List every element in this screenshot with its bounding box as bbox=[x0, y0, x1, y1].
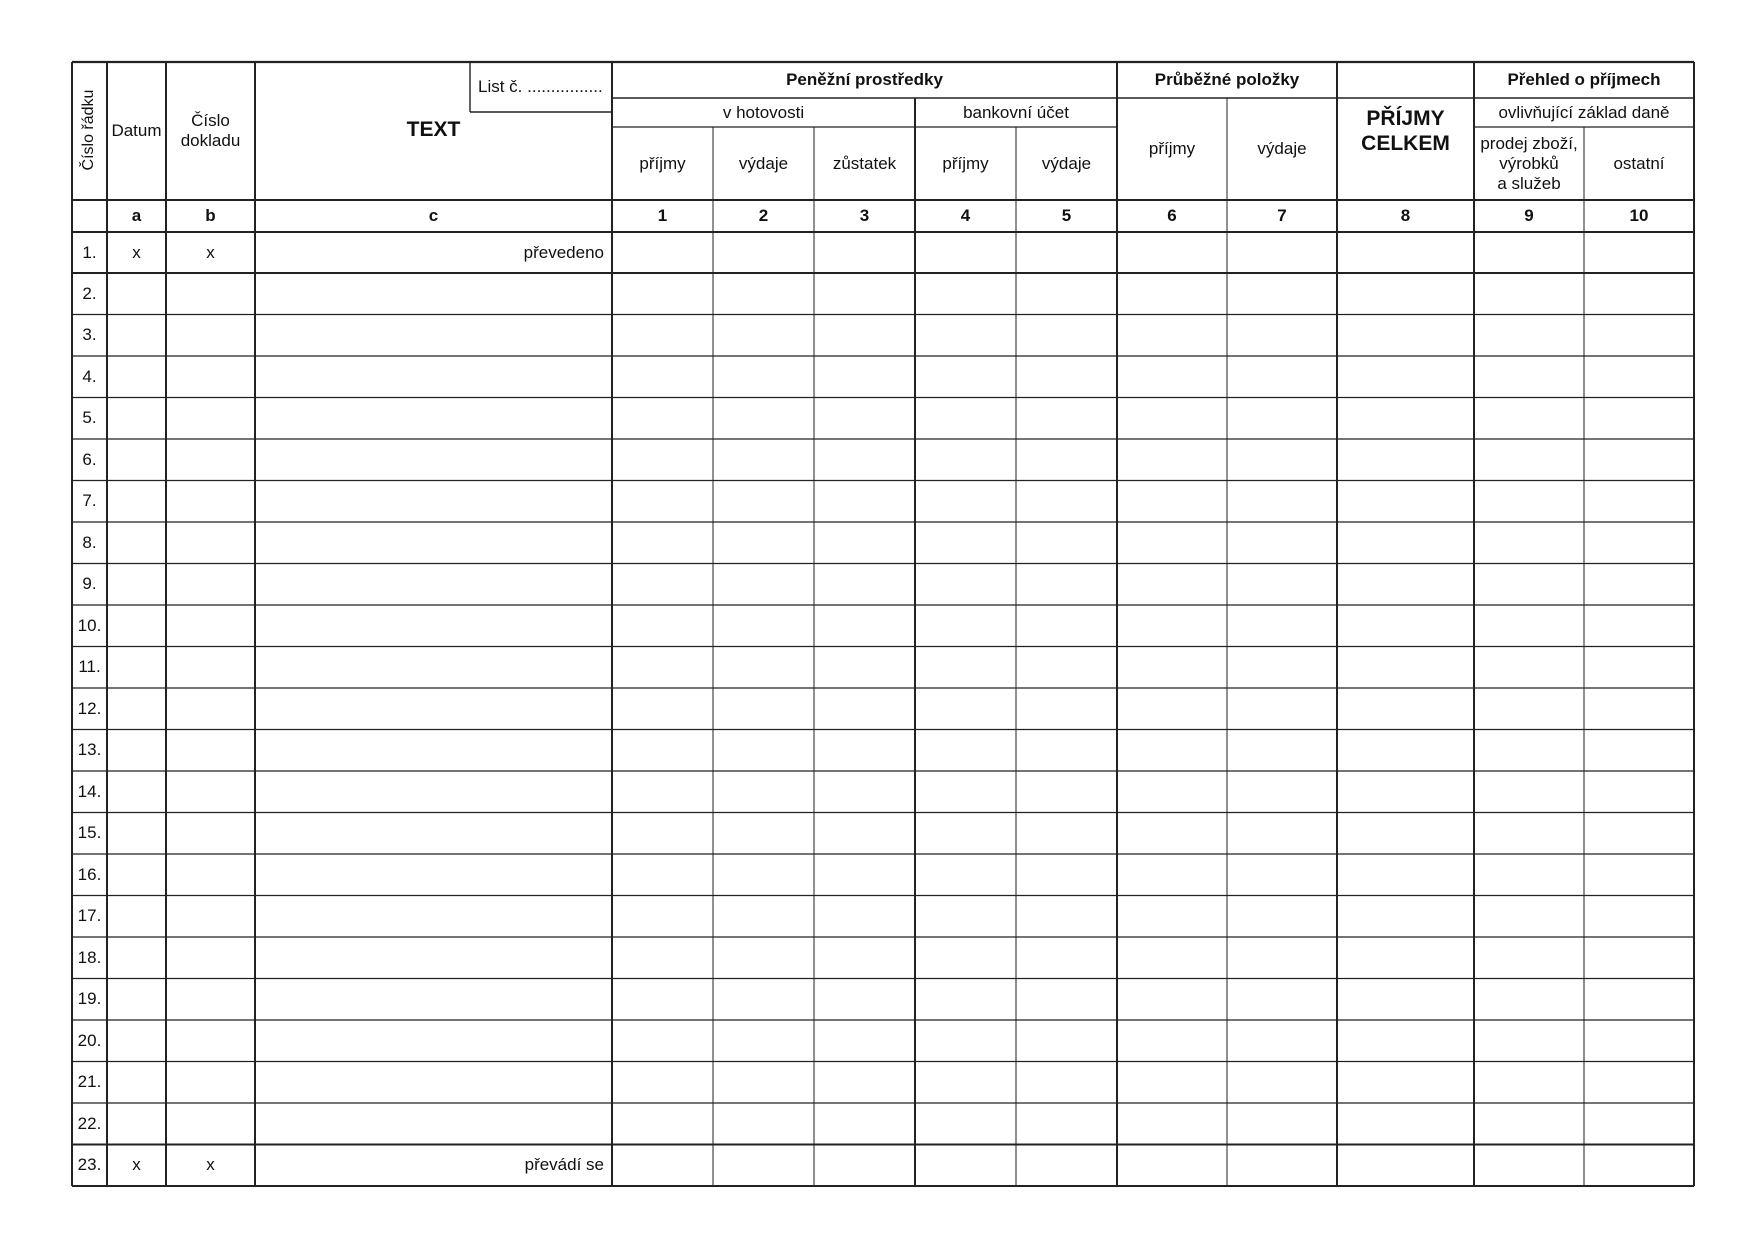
column-code: 8 bbox=[1400, 206, 1411, 225]
row-date bbox=[107, 564, 166, 606]
row-document bbox=[166, 896, 255, 938]
row-number: 8. bbox=[82, 532, 97, 552]
header-cash-income: příjmy bbox=[639, 153, 686, 173]
row-number: 11. bbox=[78, 657, 101, 677]
header-bank-account: bankovní účet bbox=[963, 102, 1069, 122]
row-number: 2. bbox=[82, 283, 97, 303]
header-income-total: PŘÍJMY CELKEM bbox=[1361, 107, 1450, 155]
row-text bbox=[255, 896, 612, 938]
row-date bbox=[107, 730, 166, 772]
column-code: b bbox=[205, 206, 216, 225]
row-document bbox=[166, 771, 255, 813]
row-date: x bbox=[132, 242, 141, 262]
row-date bbox=[107, 315, 166, 357]
row-text bbox=[255, 771, 612, 813]
row-document bbox=[166, 854, 255, 896]
row-number: 20. bbox=[77, 1030, 102, 1050]
header-text: TEXT bbox=[406, 117, 461, 141]
row-document bbox=[166, 1062, 255, 1104]
header-date: Datum bbox=[111, 121, 162, 140]
row-document bbox=[166, 1103, 255, 1145]
header-cash: v hotovosti bbox=[722, 102, 805, 122]
row-number: 9. bbox=[82, 574, 97, 594]
sheet-number: List č. ................ bbox=[478, 77, 603, 96]
row-document bbox=[166, 647, 255, 689]
header-money: Peněžní prostředky bbox=[786, 70, 943, 89]
column-code: 3 bbox=[859, 206, 870, 225]
row-document bbox=[166, 564, 255, 606]
row-number: 13. bbox=[77, 740, 102, 760]
row-document bbox=[166, 273, 255, 315]
row-date bbox=[107, 398, 166, 440]
row-date bbox=[107, 1020, 166, 1062]
row-document bbox=[166, 937, 255, 979]
row-date bbox=[107, 937, 166, 979]
row-text bbox=[255, 273, 612, 315]
column-code: 9 bbox=[1524, 206, 1534, 225]
row-text bbox=[255, 730, 612, 772]
row-document bbox=[166, 979, 255, 1021]
row-number: 22. bbox=[77, 1113, 102, 1133]
header-bank-income: příjmy bbox=[942, 153, 989, 173]
row-text bbox=[255, 937, 612, 979]
row-number: 15. bbox=[77, 823, 102, 843]
header-cash-balance: zůstatek bbox=[832, 153, 897, 173]
row-text bbox=[255, 522, 612, 564]
row-text bbox=[255, 1062, 612, 1104]
header-income-overview: Přehled o příjmech bbox=[1507, 70, 1661, 89]
row-text bbox=[255, 688, 612, 730]
row-date bbox=[107, 771, 166, 813]
column-code: a bbox=[131, 206, 142, 225]
row-document bbox=[166, 688, 255, 730]
header-cash-expense: výdaje bbox=[738, 153, 789, 173]
row-document bbox=[166, 1020, 255, 1062]
row-document bbox=[166, 522, 255, 564]
row-number: 4. bbox=[82, 366, 97, 386]
row-text bbox=[255, 1020, 612, 1062]
row-date bbox=[107, 1062, 166, 1104]
row-number: 23. bbox=[77, 1155, 102, 1175]
row-date bbox=[107, 522, 166, 564]
row-date bbox=[107, 688, 166, 730]
column-code: c bbox=[428, 206, 439, 225]
row-number: 10. bbox=[77, 615, 102, 635]
row-number: 21. bbox=[77, 1072, 102, 1092]
header-tax-base: ovlivňující základ daně bbox=[1498, 102, 1670, 122]
row-date bbox=[107, 854, 166, 896]
row-text bbox=[255, 1103, 612, 1145]
row-date bbox=[107, 273, 166, 315]
row-text bbox=[255, 979, 612, 1021]
row-document bbox=[166, 356, 255, 398]
row-number: 5. bbox=[82, 408, 97, 428]
row-number: 14. bbox=[77, 781, 102, 801]
row-number: 7. bbox=[82, 491, 97, 511]
column-code: 1 bbox=[657, 206, 668, 225]
row-number: 6. bbox=[82, 449, 97, 469]
row-text bbox=[255, 605, 612, 647]
header-other: ostatní bbox=[1613, 153, 1665, 173]
row-date bbox=[107, 896, 166, 938]
row-text: převádí se bbox=[524, 1155, 604, 1175]
row-date bbox=[107, 356, 166, 398]
header-bank-expense: výdaje bbox=[1041, 153, 1092, 173]
column-code: 6 bbox=[1167, 206, 1177, 225]
row-text bbox=[255, 481, 612, 523]
row-text bbox=[255, 356, 612, 398]
row-document: x bbox=[206, 1155, 215, 1175]
header-transit-expense: výdaje bbox=[1257, 139, 1307, 158]
row-date bbox=[107, 647, 166, 689]
header-document-number: Číslo dokladu bbox=[180, 111, 241, 150]
row-date bbox=[107, 439, 166, 481]
row-date: x bbox=[132, 1155, 141, 1175]
row-date bbox=[107, 813, 166, 855]
column-code: 5 bbox=[1061, 206, 1072, 225]
row-number: 12. bbox=[77, 698, 102, 718]
row-text bbox=[255, 647, 612, 689]
row-date bbox=[107, 979, 166, 1021]
column-code: 4 bbox=[960, 206, 971, 225]
header-transit-items: Průběžné položky bbox=[1154, 70, 1300, 89]
row-document: x bbox=[206, 242, 215, 262]
column-code: 10 bbox=[1629, 206, 1649, 225]
header-sales: prodej zboží, výrobků a služeb bbox=[1480, 133, 1578, 193]
column-code: 2 bbox=[758, 206, 769, 225]
row-document bbox=[166, 439, 255, 481]
row-text bbox=[255, 315, 612, 357]
row-document bbox=[166, 813, 255, 855]
row-date bbox=[107, 1103, 166, 1145]
row-text bbox=[255, 439, 612, 481]
header-transit-income: příjmy bbox=[1148, 139, 1196, 158]
header-row-number: Číslo řádku bbox=[80, 89, 97, 171]
column-code bbox=[72, 200, 107, 232]
row-text bbox=[255, 398, 612, 440]
row-text bbox=[255, 854, 612, 896]
column-code: 7 bbox=[1277, 206, 1287, 225]
row-number: 19. bbox=[77, 989, 102, 1009]
row-text: převedeno bbox=[523, 242, 604, 262]
row-document bbox=[166, 398, 255, 440]
row-date bbox=[107, 605, 166, 647]
row-document bbox=[166, 605, 255, 647]
row-text bbox=[255, 564, 612, 606]
row-document bbox=[166, 730, 255, 772]
row-number: 1. bbox=[82, 242, 97, 262]
row-number: 3. bbox=[82, 325, 97, 345]
row-document bbox=[166, 481, 255, 523]
row-number: 16. bbox=[77, 864, 102, 884]
row-number: 17. bbox=[77, 906, 102, 926]
row-number: 18. bbox=[77, 947, 102, 967]
row-text bbox=[255, 813, 612, 855]
row-document bbox=[166, 315, 255, 357]
row-date bbox=[107, 481, 166, 523]
